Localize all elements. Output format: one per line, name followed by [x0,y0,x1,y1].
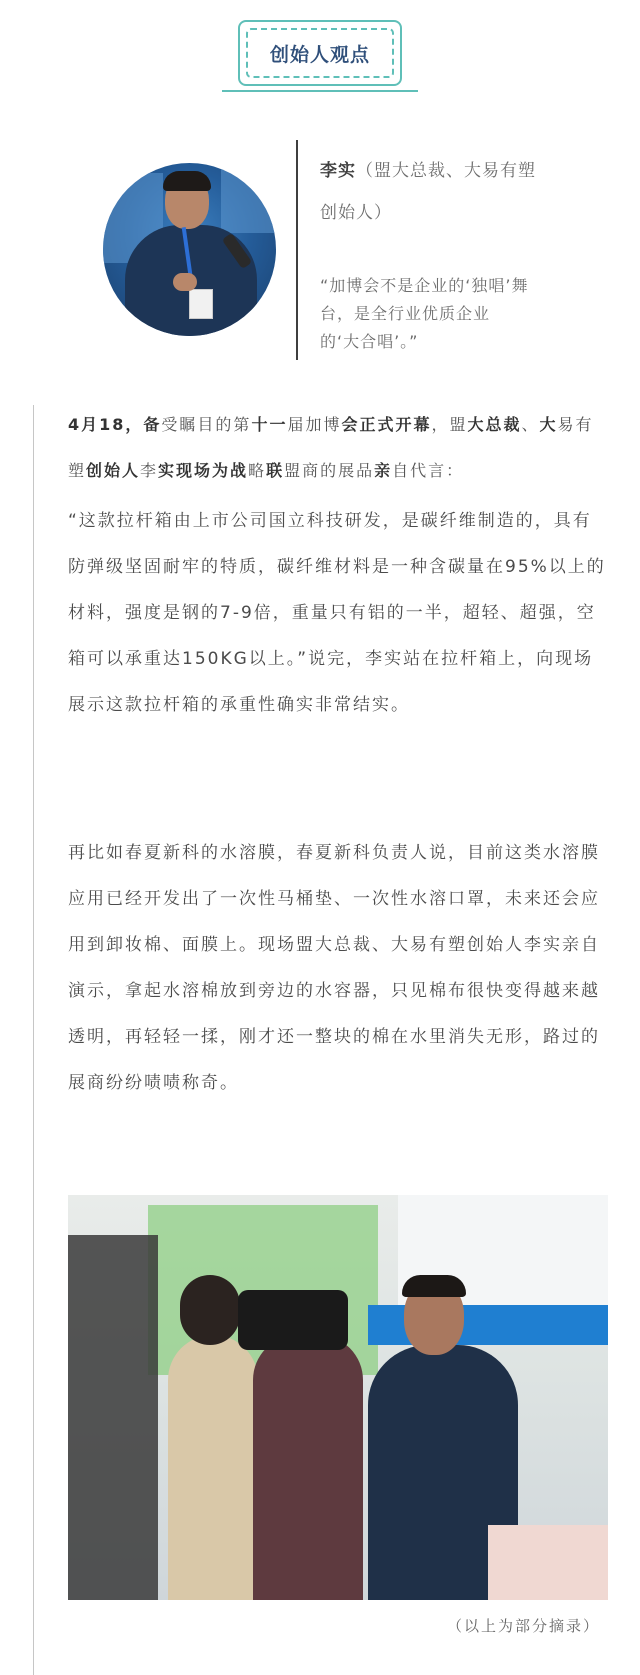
founder-name-block [320,150,550,234]
founder-quote: “加博会不是企业的‘独唱’舞台，是全行业优质企业的‘大合唱’。” [320,276,529,351]
badge-underline [222,90,418,92]
article-paragraph-2: “这款拉杆箱由上市公司国立科技研发，是碳纤维制造的，具有防弹级坚固耐牢的特质，碳纤维材料是一种含碳量在95%以上的材料，强度是钢的7-9倍，重量只有铝的一半，超轻、超强，空箱可以承重达150KG以上。”说完，李实站在拉杆箱上，向现场展示这款拉杆箱的承重性确实非常结实。 [68,511,606,715]
founder-title: （盟大总裁、大易有塑创始人） [320,161,536,223]
section-badge-label: 创始人观点 [246,28,394,78]
founder-name: 李实 [320,161,356,181]
event-photo [68,1195,608,1600]
article-left-rule [33,405,34,1675]
section-badge [238,20,402,86]
founder-divider [296,140,298,360]
article-paragraph-3: 再比如春夏新科的水溶膜，春夏新科负责人说，目前这类水溶膜应用已经开发出了一次性马桶垫、一次性水溶口罩，未来还会应用到卸妆棉、面膜上。现场盟大总裁、大易有塑创始人李实亲自演示，拿起水溶棉放到旁边的水容器，只见棉布很快变得越来越透明，再轻轻一揉，刚才还一整块的棉在水里消失无形，路过的展商纷纷啧啧称奇。 [68,843,600,1093]
photo-caption: （以上为部分摘录） [446,1617,600,1635]
founder-avatar [103,163,276,336]
article-paragraph-1: 4月18，备受瞩目的第十一届加博会正式开幕，盟大总裁、大易有塑创始人李实现场为战略联盟商的展品亲自代言： [68,415,594,480]
